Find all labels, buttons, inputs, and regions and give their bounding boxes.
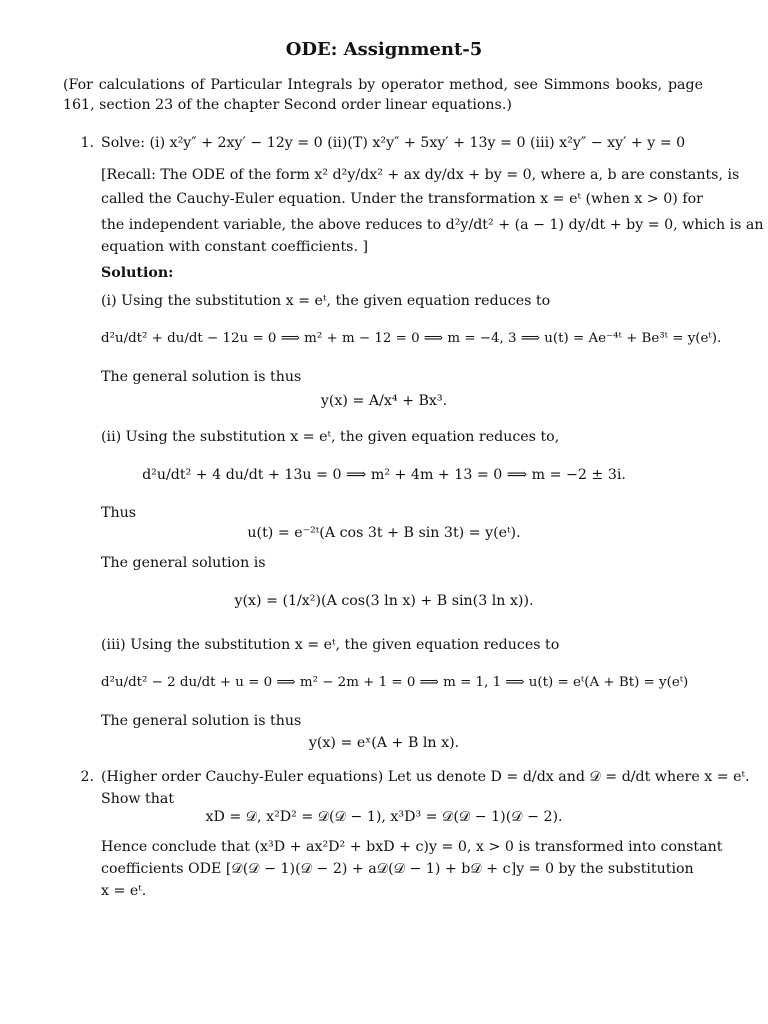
part-i-general-label: The general solution is thus (101, 369, 302, 385)
part-i-solution: y(x) = A/x⁴ + Bx³. (320, 393, 448, 409)
problem-2-line-2: Show that (101, 791, 175, 807)
part-ii-equation: d²u/dt² + 4 du/dt + 13u = 0 ⟹ m² + 4m + 13 = 0 ⟹ m = −2 ± 3i. (142, 467, 626, 483)
part-ii-solution: y(x) = (1/x²)(A cos(3 ln x) + B sin(3 ln x)). (234, 593, 534, 609)
recall-line-1: [Recall: The ODE of the form x² d²y/dx² + ax dy/dx + by = 0, where a, b are constants, is (101, 167, 740, 183)
problem-2-equation: xD = 𝒟, x²D² = 𝒟(𝒟 − 1), x³D³ = 𝒟(𝒟 − 1)(𝒟 − 2). (205, 809, 563, 825)
intro-note: (For calculations of Particular Integrals by operator method, see Simmons books, page 161, section 23 of the chapter Second order linear equations.) (63, 77, 703, 113)
part-iii-intro: (iii) Using the substitution x = eᵗ, the given equation reduces to (101, 637, 560, 653)
problem-2-conclude-2: coefficients ODE [𝒟(𝒟 − 1)(𝒟 − 2) + a𝒟(𝒟 − 1) + b𝒟 + c]y = 0 by the substitution (101, 861, 694, 877)
problem-2-number: 2. (80, 769, 94, 785)
problem-2-conclude-1: Hence conclude that (x³D + ax²D² + bxD + c)y = 0, x > 0 is transformed into constant (101, 839, 723, 855)
recall-line-2: called the Cauchy-Euler equation. Under the transformation x = eᵗ (when x > 0) for (101, 191, 703, 207)
part-ii-intro: (ii) Using the substitution x = eᵗ, the given equation reduces to, (101, 429, 560, 445)
part-iii-general-label: The general solution is thus (101, 713, 302, 729)
problem-2-conclude-3: x = eᵗ. (101, 883, 147, 899)
problem-1-number: 1. (80, 135, 94, 151)
problem-1-statement: Solve: (i) x²y″ + 2xy′ − 12y = 0 (ii)(T) x²y″ + 5xy′ + 13y = 0 (iii) x²y″ − xy′ + y = 0 (101, 135, 686, 151)
part-iii-solution: y(x) = eˣ(A + B ln x). (308, 735, 460, 751)
solution-label: Solution: (101, 265, 174, 281)
part-ii-u: u(t) = e⁻²ᵗ(A cos 3t + B sin 3t) = y(eᵗ). (247, 525, 521, 541)
part-i-equation: d²u/dt² + du/dt − 12u = 0 ⟹ m² + m − 12 = 0 ⟹ m = −4, 3 ⟹ u(t) = Ae⁻⁴ᵗ + Be³ᵗ = y(eᵗ). (101, 331, 722, 346)
part-ii-general-label: The general solution is (101, 555, 266, 571)
recall-line-4: equation with constant coefficients. ] (101, 239, 368, 255)
recall-line-3: the independent variable, the above reduces to d²y/dt² + (a − 1) dy/dt + by = 0, which is an (101, 217, 764, 233)
part-i-intro: (i) Using the substitution x = eᵗ, the given equation reduces to (101, 293, 551, 309)
part-ii-thus: Thus (101, 505, 137, 521)
part-iii-equation: d²u/dt² − 2 du/dt + u = 0 ⟹ m² − 2m + 1 = 0 ⟹ m = 1, 1 ⟹ u(t) = eᵗ(A + Bt) = y(eᵗ) (101, 675, 689, 690)
page-title: ODE: Assignment-5 (285, 39, 483, 60)
problem-2-line-1: (Higher order Cauchy-Euler equations) Let us denote D = d/dx and 𝒟 = d/dt where x = eᵗ. (101, 769, 750, 785)
